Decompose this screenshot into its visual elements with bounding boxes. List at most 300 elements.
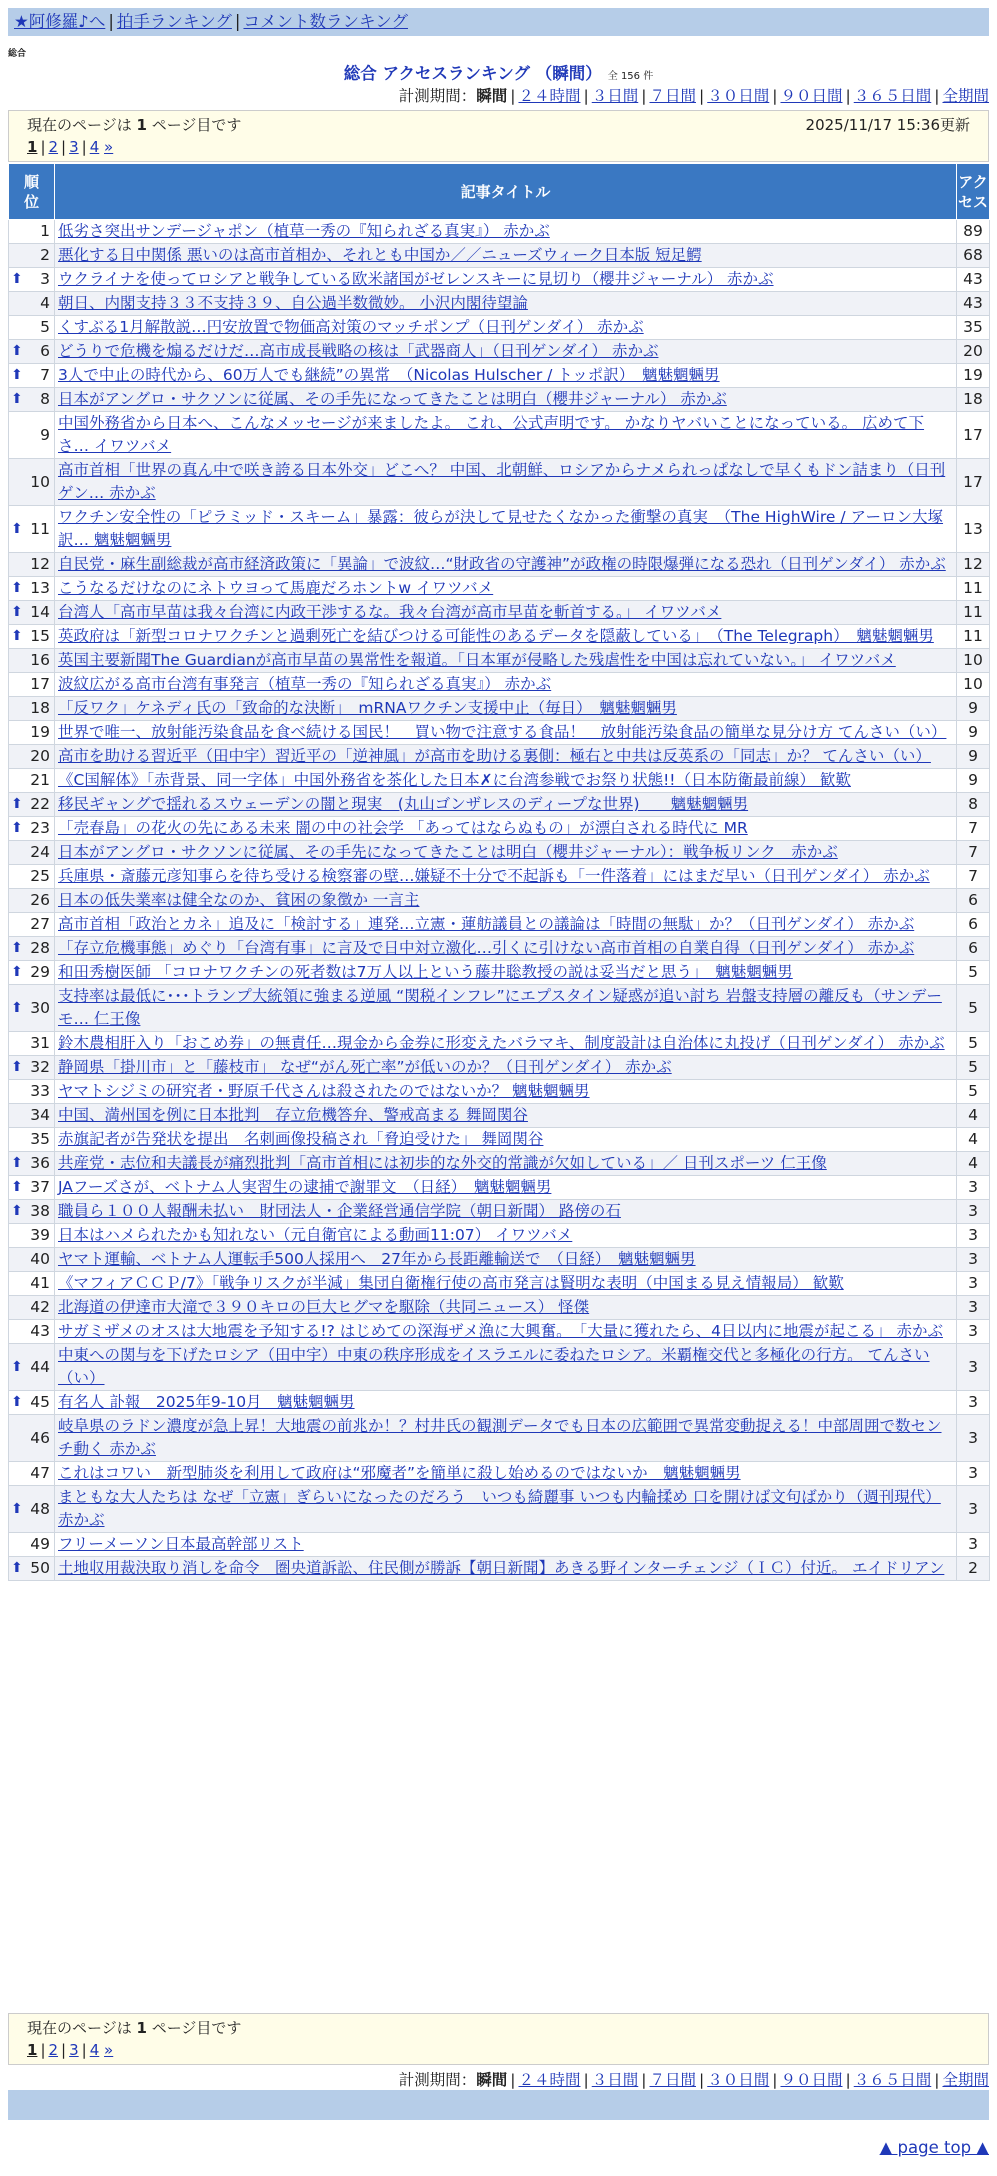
article-link[interactable]: JAフーズさが、ベトナム人実習生の逮捕で謝罪文 （日経） 魑魅魍魎男	[58, 1178, 552, 1196]
rank-cell	[9, 1056, 55, 1080]
article-link[interactable]: 自民党・麻生副総裁が高市経済政策に「異論」で波紋…“財政省の守護神”が政権の時限爆弾になる恐れ（日刊ゲンダイ） 赤かぶ	[58, 555, 946, 573]
rank-number: 10	[30, 472, 50, 491]
total-count: 全 156 件	[607, 71, 654, 82]
access-count: 3	[957, 1462, 990, 1486]
title-cell	[55, 625, 957, 649]
title-cell	[55, 985, 957, 1032]
article-link[interactable]: 悪化する日中関係 悪いのは高市首相か、それとも中国か／／ニューズウィーク日本版 短足鰐	[58, 246, 702, 264]
table-row	[9, 937, 990, 961]
article-link[interactable]: 高市首相「世界の真ん中で咲き誇る日本外交」どこへ？ 中国、北朝鮮、ロシアからナメられっぱなしで早くもドン詰まり（日刊ゲン… 赤かぶ	[58, 461, 946, 502]
rank-cell	[9, 985, 55, 1032]
rank-up-arrow-icon: ⬆	[11, 1560, 23, 1576]
page-current: 1	[27, 2041, 38, 2059]
access-count: 68	[957, 244, 990, 268]
article-link[interactable]: 日本の低失業率は健全なのか、貧困の象徴か 一言主	[58, 891, 420, 909]
period-link[interactable]: ３６５日間	[853, 2071, 932, 2089]
period-label: 計測期間：	[398, 87, 477, 105]
rank-cell	[9, 769, 55, 793]
title-cell	[55, 1104, 957, 1128]
rank-number: 27	[30, 915, 50, 933]
table-row	[9, 220, 990, 244]
title-cell	[55, 1296, 957, 1320]
table-row	[9, 1415, 990, 1462]
table-row	[9, 412, 990, 459]
page-link[interactable]: 4	[89, 138, 100, 156]
access-count: 8	[957, 793, 990, 817]
article-link[interactable]: 静岡県「掛川市」と「藤枝市」 なぜ“がん死亡率”が低いのか？（日刊ゲンダイ） 赤かぶ	[58, 1058, 672, 1076]
rank-cell	[9, 1128, 55, 1152]
access-count: 5	[957, 1080, 990, 1104]
period-link[interactable]: ２４時間	[518, 2071, 581, 2089]
rank-cell	[9, 1248, 55, 1272]
page-link[interactable]: 4	[89, 2041, 100, 2059]
article-link[interactable]: ヤマトシジミの研究者・野原千代さんは殺されたのではないか？ 魑魅魍魎男	[58, 1082, 590, 1100]
rank-cell	[9, 625, 55, 649]
access-count: 11	[957, 625, 990, 649]
pager-links	[27, 2039, 970, 2061]
article-link[interactable]: 朝日、内閣支持３３不支持３９、自公過半数微妙。 小沢内閣待望論	[58, 294, 528, 312]
pager-text-pre: 現在のページは	[27, 2019, 137, 2037]
table-row	[9, 364, 990, 388]
table-row	[9, 1200, 990, 1224]
period-link[interactable]: 全期間	[942, 87, 989, 105]
rank-cell	[9, 1176, 55, 1200]
comment-ranking-link[interactable]: コメント数ランキング	[243, 12, 408, 31]
rank-up-arrow-icon: ⬆	[11, 1155, 23, 1171]
period-link[interactable]: 全期間	[942, 2071, 989, 2089]
rank-number: 5	[40, 318, 50, 336]
rank-number: 31	[30, 1034, 50, 1052]
access-count: 4	[957, 1128, 990, 1152]
page-next-link[interactable]: »	[104, 2041, 114, 2059]
title-cell	[55, 649, 957, 673]
rank-cell	[9, 1032, 55, 1056]
period-link[interactable]: ２４時間	[518, 87, 581, 105]
rank-up-arrow-icon: ⬆	[11, 604, 23, 620]
rank-number: 37	[30, 1178, 50, 1196]
article-link[interactable]: ワクチン安全性の「ピラミッド・スキーム」暴露：彼らが決して見せたくなかった衝撃の真実 （The HighWire / アーロン大塚訳… 魑魅魍魎男	[58, 508, 944, 549]
rank-number: 17	[30, 675, 50, 693]
period-separator: |	[583, 2071, 589, 2089]
rank-up-arrow-icon: ⬆	[11, 1203, 23, 1219]
article-link[interactable]: 岐阜県のラドン濃度が急上昇！大地震の前兆か！？村井氏の観測データでも日本の広範囲で異常変動捉える！中部周囲で数センチ動く 赤かぶ	[58, 1417, 942, 1458]
period-separator: |	[845, 87, 851, 105]
access-count: 6	[957, 937, 990, 961]
page-separator: |	[61, 138, 67, 156]
table-row	[9, 697, 990, 721]
rank-number: 48	[30, 1499, 50, 1518]
table-row	[9, 1533, 990, 1557]
article-link[interactable]: どうりで危機を煽るだけだ…高市成長戦略の核は「武器商人」（日刊ゲンダイ） 赤かぶ	[58, 342, 659, 360]
rank-cell	[9, 220, 55, 244]
rank-number: 45	[30, 1393, 50, 1411]
title-cell	[55, 459, 957, 506]
access-count: 5	[957, 1032, 990, 1056]
article-link[interactable]: 日本がアングロ・サクソンに従属、その手先になってきたことは明白（櫻井ジャーナル）：戦争板リンク 赤かぶ	[58, 843, 838, 861]
title-cell	[55, 1533, 957, 1557]
pager-bottom	[8, 2013, 989, 2065]
access-count: 11	[957, 601, 990, 625]
title-cell	[55, 364, 957, 388]
table-row	[9, 649, 990, 673]
rank-cell	[9, 697, 55, 721]
period-link[interactable]: ３０日間	[707, 87, 770, 105]
table-row	[9, 1486, 990, 1533]
article-link[interactable]: 世界で唯一、放射能汚染食品を食べ続ける国民！ 買い物で注意する食品！ 放射能汚染食品の簡単な見分け方 てんさい（い）	[58, 723, 947, 741]
period-link[interactable]: ７日間	[649, 2071, 696, 2089]
clap-ranking-link[interactable]: 拍手ランキング	[116, 12, 232, 31]
rank-up-arrow-icon: ⬆	[11, 271, 23, 287]
access-count: 5	[957, 1056, 990, 1080]
table-row	[9, 1557, 990, 1581]
rank-cell	[9, 745, 55, 769]
rank-cell	[9, 913, 55, 937]
article-link[interactable]: 土地収用裁決取り消しを命令 圏央道訴訟、住民側が勝訴【朝日新聞】あきる野インターチェンジ（ＩＣ）付近。 エイドリアン	[58, 1559, 945, 1577]
title-cell	[55, 1224, 957, 1248]
article-link[interactable]: 低劣さ突出サンデージャポン（植草一秀の『知られざる真実』） 赤かぶ	[58, 222, 550, 240]
table-row	[9, 388, 990, 412]
title-cell	[55, 316, 957, 340]
title-cell	[55, 793, 957, 817]
rank-cell	[9, 649, 55, 673]
nav-separator: |	[108, 12, 114, 31]
table-row	[9, 601, 990, 625]
access-count: 3	[957, 1391, 990, 1415]
rank-number: 11	[30, 519, 50, 538]
access-count: 3	[957, 1200, 990, 1224]
period-link[interactable]: ３０日間	[707, 2071, 770, 2089]
title-cell	[55, 553, 957, 577]
access-count: 9	[957, 721, 990, 745]
table-row	[9, 316, 990, 340]
title-cell	[55, 961, 957, 985]
category-label: 総合	[8, 49, 27, 59]
access-count: 9	[957, 745, 990, 769]
article-link[interactable]: 北海道の伊達市大滝で３９０キロの巨大ヒグマを駆除（共同ニュース） 怪傑	[58, 1298, 590, 1316]
updated-timestamp: 2025/11/17 15:36更新	[805, 116, 970, 134]
access-count: 3	[957, 1415, 990, 1462]
access-count: 12	[957, 553, 990, 577]
table-row	[9, 721, 990, 745]
table-row	[9, 817, 990, 841]
rank-cell	[9, 961, 55, 985]
rank-cell	[9, 1486, 55, 1533]
table-row	[9, 1080, 990, 1104]
rank-number: 22	[30, 795, 50, 813]
article-link[interactable]: 3人で中止の時代から、60万人でも継続”の異常 （Nicolas Hulscher / トッポ訳） 魑魅魍魎男	[58, 366, 720, 384]
ranking-table	[8, 163, 990, 1581]
access-count: 89	[957, 220, 990, 244]
rank-number: 46	[30, 1428, 50, 1447]
period-separator: |	[772, 87, 778, 105]
access-count: 3	[957, 1176, 990, 1200]
rank-number: 26	[30, 891, 50, 909]
access-count: 7	[957, 841, 990, 865]
title-cell	[55, 412, 957, 459]
title-cell	[55, 1056, 957, 1080]
table-row	[9, 1344, 990, 1391]
period-separator: |	[510, 2071, 516, 2089]
rank-number: 8	[40, 390, 50, 408]
rank-cell	[9, 506, 55, 553]
period-separator: |	[641, 87, 647, 105]
pager-status-row	[27, 2017, 970, 2039]
article-link[interactable]: サガミザメのオスは大地震を予知する!? はじめての深海ザメ漁に大興奮。 「大量に獲れたら、4日以内に地震が起こる」 赤かぶ	[58, 1322, 943, 1340]
rank-cell	[9, 673, 55, 697]
title-cell	[55, 1176, 957, 1200]
pager-text-pre: 現在のページは	[27, 116, 137, 134]
rank-number: 38	[30, 1202, 50, 1220]
article-link[interactable]: くすぶる1月解散説…円安放置で物価高対策のマッチポンプ（日刊ゲンダイ） 赤かぶ	[58, 318, 644, 336]
article-link[interactable]: 「反ワク」ケネディ氏の「致命的な決断」 mRNAワクチン支援中止（毎日） 魑魅魍魎男	[58, 699, 677, 717]
article-link[interactable]: 台湾人「高市早苗は我々台湾に内政干渉するな。我々台湾が高市早苗を斬首する。」 イワツバメ	[58, 603, 722, 621]
article-link[interactable]: 兵庫県・斎藤元彦知事らを待ち受ける検察審の壁…嫌疑不十分で不起訴も「一件落着」にはまだ早い（日刊ゲンダイ） 赤かぶ	[58, 867, 930, 885]
rank-number: 13	[30, 579, 50, 597]
title-cell	[55, 841, 957, 865]
title-cell	[55, 937, 957, 961]
rank-cell	[9, 1152, 55, 1176]
page-separator: |	[40, 138, 46, 156]
period-separator: |	[641, 2071, 647, 2089]
title-cell	[55, 673, 957, 697]
title-cell	[55, 1080, 957, 1104]
period-selector-top	[399, 84, 989, 106]
table-row	[9, 340, 990, 364]
period-link[interactable]: ９０日間	[780, 2071, 843, 2089]
rank-number: 36	[30, 1154, 50, 1172]
access-count: 18	[957, 388, 990, 412]
rank-number: 12	[30, 555, 50, 573]
access-count: 9	[957, 697, 990, 721]
period-separator: |	[934, 2071, 940, 2089]
rank-number: 21	[30, 771, 50, 789]
rank-cell	[9, 412, 55, 459]
article-link[interactable]: 支持率は最低に･･･トランプ大統領に強まる逆風 “関税インフレ”にエプスタイン疑惑が追い討ち 岩盤支持層の離反も（サンデーモ… 仁王像	[58, 987, 942, 1028]
access-count: 3	[957, 1248, 990, 1272]
title-cell	[55, 388, 957, 412]
table-row	[9, 1152, 990, 1176]
table-row	[9, 1032, 990, 1056]
rank-number: 44	[30, 1357, 50, 1376]
article-link[interactable]: 英政府は「新型コロナワクチンと過剰死亡を結びつける可能性のあるデータを隠蔽している」 （The Telegraph） 魑魅魍魎男	[58, 627, 934, 645]
footer-bar	[8, 2090, 989, 2120]
access-count: 9	[957, 769, 990, 793]
rank-cell	[9, 1296, 55, 1320]
table-row	[9, 1056, 990, 1080]
article-link[interactable]: 「存立危機事態」めぐり「台湾有事」に言及で日中対立激化…引くに引けない高市首相の自業自得（日刊ゲンダイ） 赤かぶ	[58, 939, 915, 957]
rank-cell	[9, 340, 55, 364]
rank-number: 15	[30, 627, 50, 645]
access-count: 4	[957, 1152, 990, 1176]
rank-number: 23	[30, 819, 50, 837]
page-link[interactable]: 2	[48, 138, 59, 156]
access-count: 7	[957, 865, 990, 889]
title-cell	[55, 268, 957, 292]
article-link[interactable]: ウクライナを使ってロシアと戦争している欧米諸国がゼレンスキーに見切り（櫻井ジャーナル） 赤かぶ	[58, 270, 774, 288]
title-cell	[55, 745, 957, 769]
pager-links	[27, 136, 970, 158]
access-count: 10	[957, 673, 990, 697]
article-link[interactable]: 職員ら１００人報酬未払い 財団法人・企業経営通信学院（朝日新聞） 路傍の石	[58, 1202, 621, 1220]
title-cell	[55, 1128, 957, 1152]
article-link[interactable]: 日本はハメられたかも知れない（元自衛官による動画11:07） イワツバメ	[58, 1226, 573, 1244]
article-link[interactable]: 鈴木農相肝入り「おこめ券」の無責任…現金から金券に形変えたバラマキ、制度設計は自治体に丸投げ（日刊ゲンダイ） 赤かぶ	[58, 1034, 945, 1052]
table-row	[9, 625, 990, 649]
rank-number: 7	[40, 366, 50, 384]
period-separator: |	[699, 2071, 705, 2089]
header-access: アクセス	[957, 164, 990, 220]
rank-up-arrow-icon: ⬆	[11, 367, 23, 383]
rank-cell	[9, 601, 55, 625]
title-cell	[55, 340, 957, 364]
rank-cell	[9, 244, 55, 268]
article-link[interactable]: こうなるだけなのにネトウヨって馬鹿だろホントw イワツバメ	[58, 579, 494, 597]
rank-cell	[9, 937, 55, 961]
page-next-link[interactable]: »	[104, 138, 114, 156]
table-row	[9, 577, 990, 601]
rank-up-arrow-icon: ⬆	[11, 628, 23, 644]
rank-number: 16	[30, 651, 50, 669]
rank-number: 32	[30, 1058, 50, 1076]
table-row	[9, 769, 990, 793]
rank-up-arrow-icon: ⬆	[11, 940, 23, 956]
period-current: 瞬間	[476, 87, 508, 105]
article-link[interactable]: 移民ギャングで揺れるスウェーデンの闇と現実 (丸山ゴンザレスのディープな世界) 魑魅魍魎男	[58, 795, 749, 813]
access-count: 2	[957, 1557, 990, 1581]
rank-cell	[9, 721, 55, 745]
article-link[interactable]: フリーメーソン日本最高幹部リスト	[58, 1535, 304, 1553]
access-count: 3	[957, 1344, 990, 1391]
period-link[interactable]: ３６５日間	[853, 87, 932, 105]
rank-up-arrow-icon: ⬆	[11, 1500, 23, 1517]
article-link[interactable]: 「売春島」の花火の先にある未来 闇の中の社会学 「あってはならぬもの」が漂白される時代に MR	[58, 819, 748, 837]
article-link[interactable]: まともな大人たちは なぜ「立憲」ぎらいになったのだろう いつも綺麗事 いつも内輪揉め 口を開けば文句ばかり（週刊現代） 赤かぶ	[58, 1488, 941, 1529]
period-link[interactable]: ９０日間	[780, 87, 843, 105]
access-count: 5	[957, 985, 990, 1032]
rank-cell	[9, 1200, 55, 1224]
header-rank: 順位	[9, 164, 55, 220]
rank-number: 28	[30, 939, 50, 957]
article-link[interactable]: 共産党・志位和夫議長が痛烈批判「高市首相には初歩的な外交的常識が欠如している」／ 日刊スポーツ 仁王像	[58, 1154, 827, 1172]
article-link[interactable]: 《C国解体》「赤背景、同一字体」中国外務省を茶化した日本✗に台湾参戦でお祭り状態!!（日本防衛最前線） 歓歎	[58, 771, 851, 789]
rank-cell	[9, 889, 55, 913]
table-row	[9, 793, 990, 817]
rank-number: 14	[30, 603, 50, 621]
table-row	[9, 1248, 990, 1272]
rank-number: 25	[30, 867, 50, 885]
article-link[interactable]: 中国外務省から日本へ、こんなメッセージが来ましたよ。 これ、公式声明です。 かなりヤバいことになっている。 広めて下さ… イワツバメ	[58, 414, 925, 455]
article-link[interactable]: 赤旗記者が告発状を提出 名刺画像投稿され「脅迫受けた」 舞岡関谷	[58, 1130, 544, 1148]
article-link[interactable]: 中東への関与を下げたロシア（田中宇）中東の秩序形成をイスラエルに委ねたロシア。米覇権交代と多極化の行方。 てんさい（い）	[58, 1346, 930, 1387]
period-separator: |	[934, 87, 940, 105]
rank-cell	[9, 1462, 55, 1486]
table-row	[9, 459, 990, 506]
article-link[interactable]: 有名人 訃報 2025年9-10月 魑魅魍魎男	[58, 1393, 355, 1411]
title-cell	[55, 1248, 957, 1272]
title-cell	[55, 865, 957, 889]
pager-current-num: 1	[136, 2019, 147, 2037]
access-count: 3	[957, 1533, 990, 1557]
page-top-link[interactable]: ▲ page top ▲	[879, 2138, 989, 2157]
article-link[interactable]: 波紋広がる高市台湾有事発言（植草一秀の『知られざる真実』） 赤かぶ	[58, 675, 552, 693]
page-separator: |	[81, 2041, 87, 2059]
table-row	[9, 268, 990, 292]
home-link[interactable]: ★阿修羅♪へ	[14, 12, 106, 31]
table-row	[9, 1462, 990, 1486]
article-link[interactable]: 日本がアングロ・サクソンに従属、その手先になってきたことは明白（櫻井ジャーナル） 赤かぶ	[58, 390, 727, 408]
table-row	[9, 506, 990, 553]
title-cell	[55, 1320, 957, 1344]
rank-up-arrow-icon: ⬆	[11, 520, 23, 537]
rank-cell	[9, 1415, 55, 1462]
access-count: 19	[957, 364, 990, 388]
rank-cell	[9, 1104, 55, 1128]
rank-number: 19	[30, 723, 50, 741]
rank-cell	[9, 292, 55, 316]
rank-number: 40	[30, 1250, 50, 1268]
period-selector-bottom	[399, 2068, 989, 2090]
access-count: 10	[957, 649, 990, 673]
table-row	[9, 913, 990, 937]
table-row	[9, 889, 990, 913]
article-link[interactable]: 高市を助ける習近平（田中宇）習近平の「逆神風」が高市を助ける裏側：極右と中共は反英系の「同志」か？ てんさい（い）	[58, 747, 931, 765]
period-link[interactable]: ３日間	[591, 2071, 639, 2089]
title-cell	[55, 1200, 957, 1224]
access-count: 3	[957, 1272, 990, 1296]
period-link[interactable]: ３日間	[591, 87, 639, 105]
table-row	[9, 673, 990, 697]
title-cell	[55, 913, 957, 937]
page-link[interactable]: 3	[69, 138, 79, 156]
rank-number: 49	[30, 1535, 50, 1553]
rank-cell	[9, 268, 55, 292]
rank-cell	[9, 459, 55, 506]
page-link[interactable]: 3	[69, 2041, 79, 2059]
article-link[interactable]: 中国、満州国を例に日本批判 存立危機答弁、警戒高まる 舞岡関谷	[58, 1106, 528, 1124]
rank-number: 1	[40, 222, 50, 240]
rank-cell	[9, 1320, 55, 1344]
rank-cell	[9, 577, 55, 601]
rank-number: 30	[30, 998, 50, 1017]
rank-cell	[9, 364, 55, 388]
page-title	[0, 60, 997, 84]
table-row	[9, 1272, 990, 1296]
rank-number: 39	[30, 1226, 50, 1244]
title-cell	[55, 889, 957, 913]
title-cell	[55, 697, 957, 721]
pager-current-num: 1	[136, 116, 147, 134]
title-cell	[55, 1391, 957, 1415]
rank-cell	[9, 1391, 55, 1415]
article-link[interactable]: 英国主要新聞The Guardianが高市早苗の異常性を報道。「日本軍が侵略した残虐性を中国は忘れていない。」 イワツバメ	[58, 651, 896, 669]
page-link[interactable]: 2	[48, 2041, 59, 2059]
rank-up-arrow-icon: ⬆	[11, 580, 23, 596]
period-separator: |	[772, 2071, 778, 2089]
table-row	[9, 1391, 990, 1415]
article-link[interactable]: 和田秀樹医師 「コロナワクチンの死者数は7万人以上という藤井聡教授の説は妥当だと思う」 魑魅魍魎男	[58, 963, 793, 981]
period-link[interactable]: ７日間	[649, 87, 696, 105]
article-link[interactable]: 《マフィアＣＣＰ/7》「戦争リスクが半減」集団自衛権行使の高市発言は賢明な表明（中国まる見え情報局） 歓歎	[58, 1274, 844, 1292]
title-cell	[55, 817, 957, 841]
access-count: 13	[957, 506, 990, 553]
article-link[interactable]: ヤマト運輸、ベトナム人運転手500人採用へ 27年から長距離輸送で （日経） 魑魅魍魎男	[58, 1250, 696, 1268]
page-separator: |	[81, 138, 87, 156]
rank-up-arrow-icon: ⬆	[11, 1059, 23, 1075]
article-link[interactable]: これはコワい 新型肺炎を利用して政府は“邪魔者”を簡単に殺し始めるのではないか 魑魅魍魎男	[58, 1464, 741, 1482]
table-row	[9, 841, 990, 865]
article-link[interactable]: 高市首相「政治とカネ」追及に「検討する」連発…立憲・蓮舫議員との議論は「時間の無駄」か？（日刊ゲンダイ） 赤かぶ	[58, 915, 915, 933]
access-count: 3	[957, 1224, 990, 1248]
